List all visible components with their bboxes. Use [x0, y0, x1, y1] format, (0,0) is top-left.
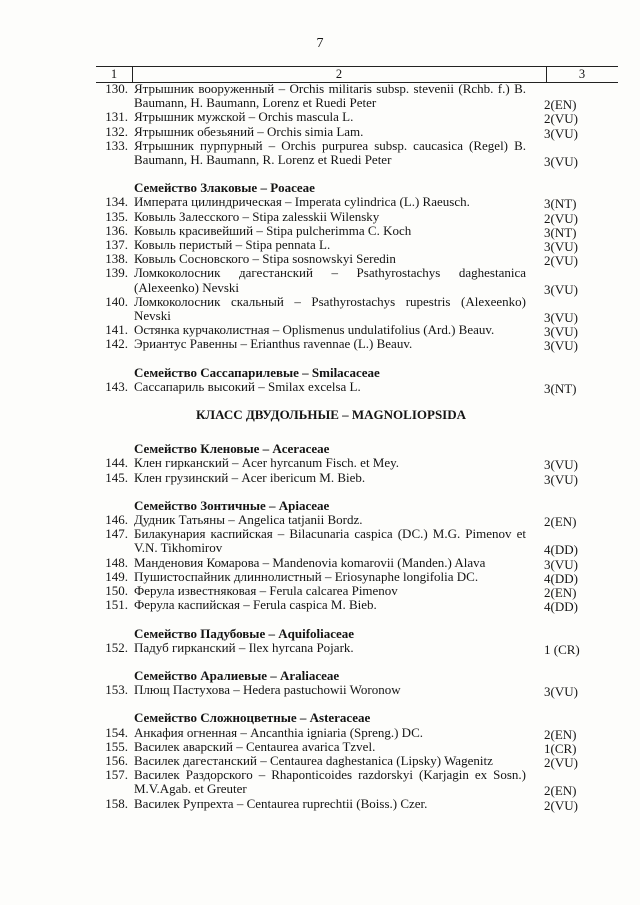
- species-name: Падуб гирканский – Ilex hyrcana Pojark.: [134, 639, 354, 655]
- conservation-category: 4(DD): [544, 542, 578, 558]
- species-name: Василек Раздорского – Rhaponticoides razdorskyi (Karjagin ex Sosn.) M.V.Agab. et Greuter: [134, 767, 526, 797]
- species-number: 140.: [105, 293, 128, 309]
- species-name: Анкафия огненная – Ancanthia igniaria (Spreng.) DC.: [134, 724, 423, 740]
- column-divider: [132, 66, 133, 82]
- species-row: [96, 726, 618, 740]
- species-number: 144.: [105, 455, 128, 471]
- species-row: [96, 767, 618, 799]
- species-number: 149.: [105, 568, 128, 584]
- conservation-category: 3(VU): [544, 457, 578, 473]
- family-heading: Семейство Кленовые – Aceraceae: [134, 441, 330, 457]
- conservation-category: 3(NT): [544, 380, 577, 396]
- species-number: 138.: [105, 251, 128, 267]
- species-name: Ятрышник обезьяний – Orchis simia Lam.: [134, 123, 364, 139]
- conservation-category: 3(VU): [544, 154, 578, 170]
- conservation-category: 3(VU): [544, 125, 578, 141]
- species-row: [96, 512, 618, 530]
- species-number: 136.: [105, 222, 128, 238]
- species-row: [96, 265, 618, 297]
- species-name: Пушистоспайник длиннолистный – Eriosynaphe longifolia DC.: [134, 568, 479, 584]
- species-number: 146.: [105, 512, 128, 528]
- species-name: Ломкоколосник скальный – Psathyrostachys rupestris (Alexeenko) Nevski: [134, 293, 526, 324]
- family-heading: Семейство Сложноцветные – Asteraceae: [134, 710, 371, 726]
- species-number: 155.: [105, 738, 128, 754]
- conservation-category: 2(VU): [544, 210, 578, 226]
- species-row: [96, 210, 618, 224]
- family-heading: Семейство Падубовые – Aquifoliaceae: [134, 625, 355, 641]
- species-row: [96, 336, 618, 354]
- species-row: [96, 455, 618, 473]
- conservation-category: 1 (CR): [544, 641, 580, 657]
- species-number: 131.: [105, 109, 128, 125]
- species-number: 135.: [105, 208, 128, 224]
- species-name: Сассапариль высокий – Smilax excelsa L.: [134, 378, 361, 394]
- species-row: [96, 526, 618, 558]
- species-row: [96, 81, 618, 113]
- species-number: 139.: [105, 265, 128, 281]
- conservation-category: 2(EN): [544, 783, 577, 799]
- species-name: Ковыль Сосновского – Stipa sosnowskyi Seredin: [134, 251, 396, 267]
- species-number: 154.: [105, 724, 128, 740]
- species-row: [96, 125, 618, 139]
- species-name: Манденовия Комарова – Mandenovia komarovii (Manden.) Alava: [134, 554, 486, 570]
- species-number: 130.: [105, 81, 128, 96]
- species-row: [96, 237, 618, 255]
- species-row: [96, 137, 618, 170]
- conservation-category: 2(VU): [544, 111, 578, 127]
- species-row: [96, 224, 618, 238]
- conservation-category: 2(VU): [544, 253, 578, 269]
- conservation-category: 2(VU): [544, 754, 578, 770]
- species-name: Ферула каспийская – Ferula caspica M. Bieb.: [134, 597, 377, 613]
- family-heading: Семейство Сассапарилевые – Smilacaceae: [134, 364, 380, 380]
- column-header-category: 3: [578, 67, 586, 81]
- species-number: 141.: [105, 322, 128, 338]
- species-number: 133.: [105, 137, 128, 153]
- species-row: [96, 797, 618, 811]
- species-name: Ятрышник вооруженный – Orchis militaris subsp. stevenii (Rchb. f.) B. Baumann, H. Baumann, Lorenz et Ruedi Peter: [134, 81, 526, 111]
- species-row: [96, 570, 618, 584]
- column-divider: [546, 66, 547, 82]
- conservation-category: 3(VU): [544, 310, 578, 326]
- conservation-category: 3(VU): [544, 471, 578, 487]
- species-name: Ковыль красивейший – Stipa pulcherimma C. Koch: [134, 222, 412, 238]
- species-name: Дудник Татьяны – Angelica tatjanii Bordz.: [134, 512, 363, 528]
- species-row: [96, 754, 618, 768]
- conservation-category: 4(DD): [544, 599, 578, 615]
- species-name: Плющ Пастухова – Hedera pastuchowii Woronow: [134, 682, 401, 698]
- species-name: Императа цилиндрическая – Imperata cylindrica (L.) Raeusch.: [134, 194, 470, 210]
- family-heading: Семейство Зонтичные – Apiaceae: [134, 497, 330, 513]
- conservation-category: 3(VU): [544, 324, 578, 340]
- column-header-species: 2: [335, 67, 343, 81]
- conservation-category: 3(VU): [544, 239, 578, 255]
- class-heading: КЛАСС ДВУДОЛЬНЫЕ – MAGNOLIOPSIDA: [195, 407, 467, 423]
- species-name: Василек Рупрехта – Centaurea ruprechtii (Boiss.) Czer.: [134, 795, 428, 811]
- species-row: [96, 322, 618, 340]
- species-number: 137.: [105, 237, 128, 253]
- species-name: Остянка курчаколистная – Oplismenus undulatifolius (Ard.) Beauv.: [134, 322, 495, 338]
- species-name: Эриантус Равенны – Erianthus ravennae (L.) Beauv.: [134, 336, 413, 352]
- species-name: Ломкоколосник дагестанский – Psathyrostachys daghestanica (Alexeenko) Nevski: [134, 265, 526, 295]
- species-name: Ятрышник мужской – Orchis mascula L.: [134, 109, 354, 125]
- conservation-category: 2(EN): [544, 97, 577, 113]
- species-row: [96, 597, 618, 615]
- species-row: [96, 380, 618, 394]
- species-number: 153.: [105, 682, 128, 698]
- species-row: [96, 109, 618, 127]
- conservation-category: 3(VU): [544, 684, 578, 700]
- family-heading: Семейство Злаковые – Poaceae: [134, 180, 315, 196]
- conservation-category: 3(VU): [544, 556, 578, 572]
- species-row: [96, 194, 618, 212]
- species-number: 157.: [105, 767, 128, 783]
- conservation-category: 2(VU): [544, 797, 578, 813]
- species-row: [96, 251, 618, 269]
- species-row: [96, 583, 618, 601]
- conservation-category: 3(NT): [544, 196, 577, 212]
- conservation-category: 1(CR): [544, 740, 577, 756]
- conservation-category: 2(EN): [544, 514, 577, 530]
- conservation-category: 2(EN): [544, 726, 577, 742]
- species-number: 156.: [105, 752, 128, 768]
- species-name: Ковыль Залесского – Stipa zalesskii Wilensky: [134, 208, 380, 224]
- conservation-category: 4(DD): [544, 570, 578, 586]
- page-number: 7: [316, 36, 324, 51]
- species-number: 145.: [105, 469, 128, 485]
- species-number: 150.: [105, 583, 128, 599]
- species-row: [96, 740, 618, 754]
- conservation-category: 3(NT): [544, 224, 577, 240]
- species-number: 143.: [105, 378, 128, 394]
- species-number: 147.: [105, 526, 128, 542]
- column-header-number: 1: [110, 67, 118, 81]
- conservation-category: 2(EN): [544, 585, 577, 601]
- species-name: Клен грузинский – Acer ibericum M. Bieb.: [134, 469, 366, 485]
- species-number: 152.: [105, 639, 128, 655]
- species-number: 142.: [105, 336, 128, 352]
- conservation-category: 3(VU): [544, 281, 578, 297]
- species-row: [96, 556, 618, 570]
- family-heading: Семейство Аралиевые – Araliaceae: [134, 667, 340, 683]
- species-name: Клен гирканский – Acer hyrcanum Fisch. et Mey.: [134, 455, 400, 471]
- species-row: [96, 641, 618, 655]
- species-row: [96, 682, 618, 700]
- species-name: Ятрышник пурпурный – Orchis purpurea subsp. caucasica (Regel) B. Baumann, H. Baumann, R. Lorenz et Ruedi Peter: [134, 137, 526, 168]
- species-name: Василек аварский – Centaurea avarica Tzvel.: [134, 738, 376, 754]
- species-name: Билакунария каспийская – Bilacunaria caspica (DC.) M.G. Pimenov et V.N. Tikhomirov: [134, 526, 526, 556]
- conservation-category: 3(VU): [544, 338, 578, 354]
- species-number: 148.: [105, 554, 128, 570]
- species-list: [96, 82, 618, 811]
- species-name: Ферула известняковая – Ferula calcarea Pimenov: [134, 583, 398, 599]
- species-number: 151.: [105, 597, 128, 613]
- species-number: 158.: [105, 795, 128, 811]
- species-number: 134.: [105, 194, 128, 210]
- species-row: [96, 293, 618, 326]
- species-name: Ковыль перистый – Stipa pennata L.: [134, 237, 331, 253]
- species-row: [96, 471, 618, 485]
- species-number: 132.: [105, 123, 128, 139]
- species-name: Василек дагестанский – Centaurea daghestanica (Lipsky) Wagenitz: [134, 752, 493, 768]
